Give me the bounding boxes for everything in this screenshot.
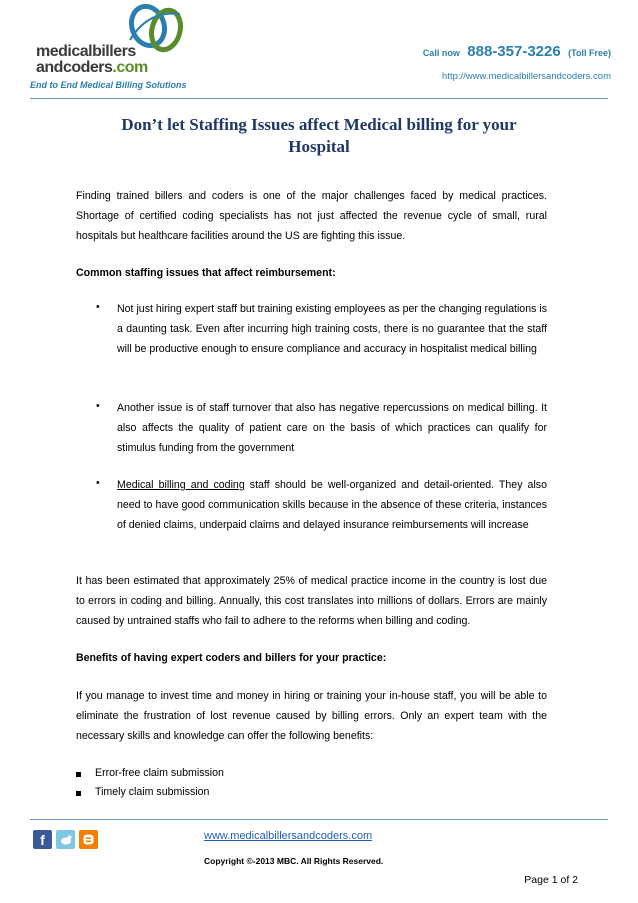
title-line-2: Hospital xyxy=(288,137,350,156)
title-line-1: Don’t let Staffing Issues affect Medical billing for your xyxy=(121,115,517,134)
header-website-link[interactable]: http://www.medicalbillersandcoders.com xyxy=(442,71,611,82)
twitter-icon[interactable] xyxy=(56,830,75,849)
benefit-item-1: Error-free claim submission xyxy=(95,767,224,779)
header-divider xyxy=(30,98,608,99)
tagline: End to End Medical Billing Solutions xyxy=(30,80,187,90)
toll-free-label: (Toll Free) xyxy=(568,48,611,58)
heading-staffing-issues: Common staffing issues that affect reimbursement: xyxy=(76,267,336,279)
document-title xyxy=(60,114,578,158)
bullet-dot: • xyxy=(96,477,100,489)
call-block xyxy=(423,43,611,61)
medical-billing-link[interactable]: Medical billing and coding xyxy=(117,479,245,491)
footer-website-link[interactable]: www.medicalbillersandcoders.com xyxy=(204,830,373,842)
benefit-item-2: Timely claim submission xyxy=(95,786,210,798)
issue-item-2: Another issue is of staff turnover that also has negative repercussions on medical billing. It also affects the quality of patient care on the basis of which practices can qualify for stimulus funding from the government xyxy=(117,402,547,454)
facebook-icon[interactable]: f xyxy=(33,830,52,849)
call-label: Call now xyxy=(422,48,460,58)
issue-item-1: Not just hiring expert staff but training existing employees as per the changing regulations is a daunting task. Even after incurring high training costs, there is no guarantee that the staff will be productive enough to ensure compliance and accuracy in hospitalist medical billing xyxy=(117,303,547,355)
footer-divider xyxy=(30,819,608,820)
company-logo xyxy=(30,4,200,76)
logo-text-line1: medicalbillers xyxy=(36,43,136,60)
logo-text-suffix: .com xyxy=(112,59,148,76)
blogger-icon[interactable] xyxy=(79,830,98,849)
page-number: Page 1 of 2 xyxy=(524,874,578,886)
bullet-dot: • xyxy=(96,400,100,412)
heading-benefits: Benefits of having expert coders and billers for your practice: xyxy=(76,652,387,664)
logo-text-line2 xyxy=(36,59,148,77)
issue-item-3 xyxy=(117,475,547,535)
benefits-paragraph: If you manage to invest time and money in hiring or training your in-house staff, you will be able to eliminate the frustration of lost revenue caused by billing errors. Only an expert team with the necessary skills and knowledge can offer the following benefits: xyxy=(76,690,547,742)
cost-paragraph: It has been estimated that approximately 25% of medical practice income in the country is lost due to errors in coding and billing. Annually, this cost translates into millions of dollars. Errors are mainly caused by untrained staffs who fail to adhere to the reforms when billing and coding. xyxy=(76,575,547,627)
bullet-dot: • xyxy=(96,301,100,313)
phone-number[interactable]: 888-357-3226 xyxy=(467,43,561,60)
square-bullet xyxy=(76,772,81,777)
copyright-text: Copyright ©-2013 MBC. All Rights Reserved. xyxy=(204,856,384,866)
logo-text-main: andcoders xyxy=(36,59,113,76)
intro-paragraph: Finding trained billers and coders is one of the major challenges faced by medical practices. Shortage of certified coding specialists has not just affected the revenue cycle of small, rural hospitals but healthcare facilities around the US are fighting this issue. xyxy=(76,190,547,242)
square-bullet xyxy=(76,791,81,796)
issue-item-3-text: staff should be well-organized and detail-oriented. They also need to have good communication skills because in the absence of these criteria, instances of denied claims, underpaid claims and delayed insurance reimbursements will increase xyxy=(117,479,547,531)
